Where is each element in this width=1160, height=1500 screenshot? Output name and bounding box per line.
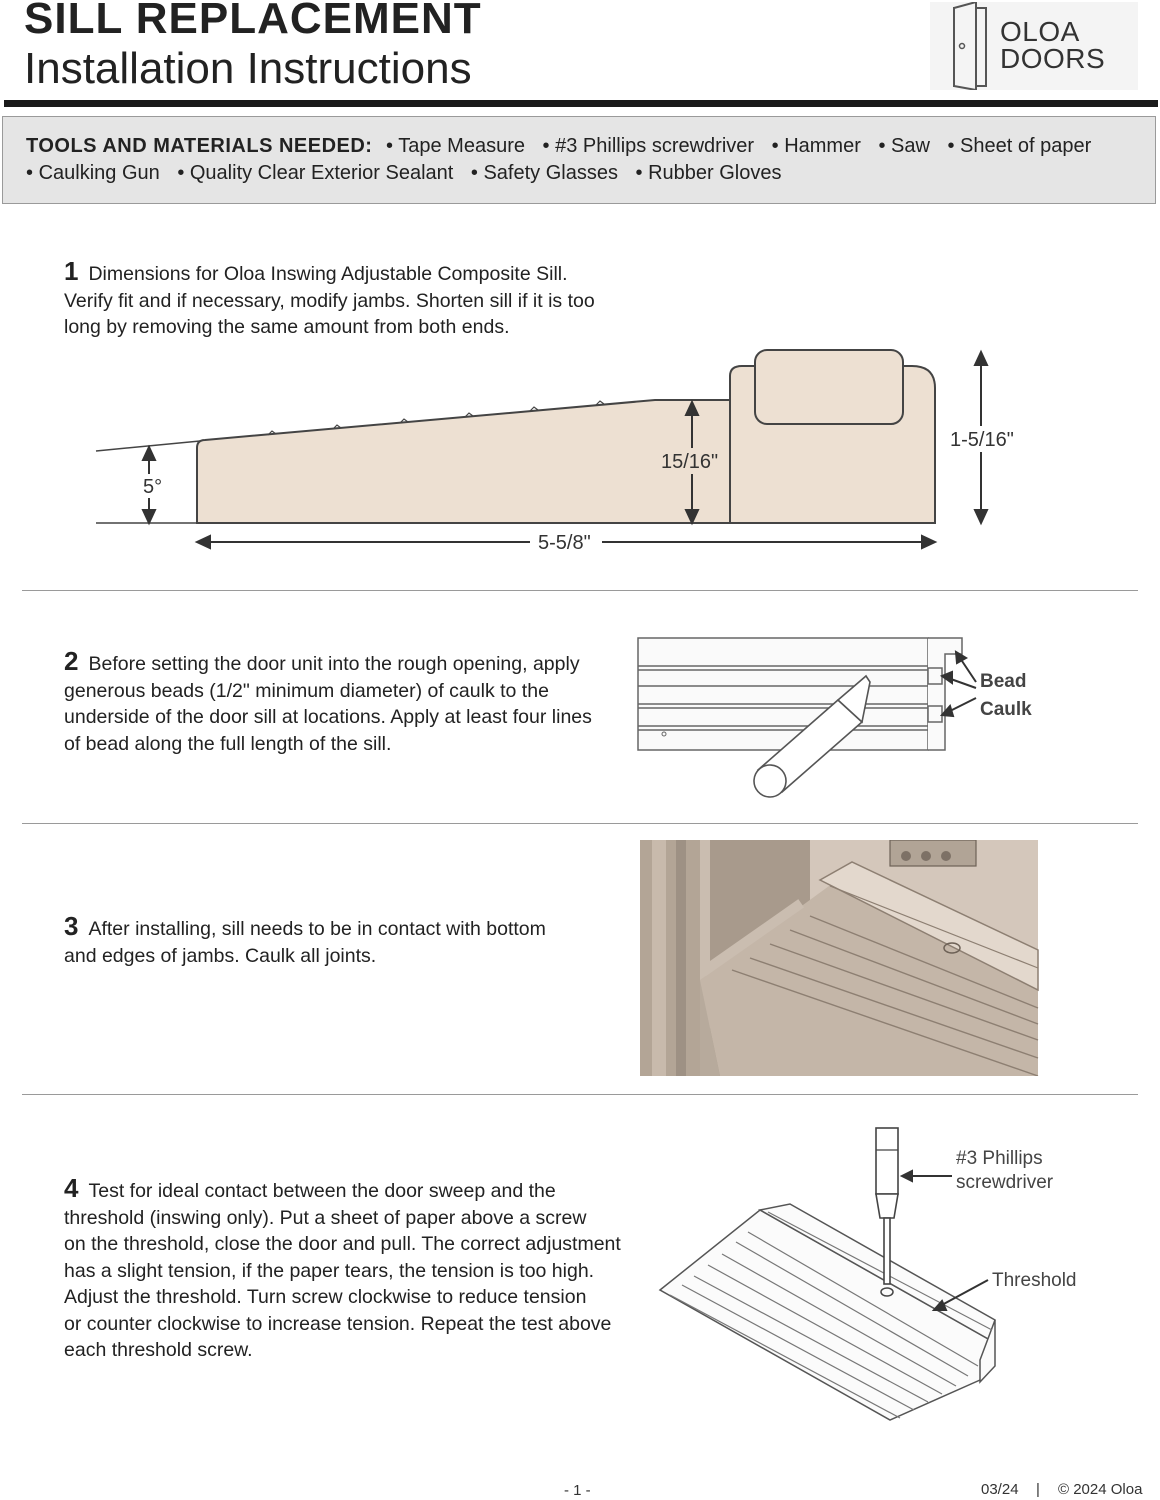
step-line: Verify fit and if necessary, modify jambs. Shorten sill if it is too (64, 289, 595, 312)
caulk-label: Caulk (980, 699, 1032, 720)
threshold-adjustment-diagram (650, 1120, 1090, 1430)
step-line: underside of the door sill at locations. Apply at least four lines (64, 706, 592, 728)
tool-item: • Quality Clear Exterior Sealant (177, 162, 454, 184)
section-divider (22, 823, 1138, 824)
step-line: of bead along the full length of the sill. (64, 732, 392, 755)
logo-text (1000, 18, 1105, 72)
tool-item: • Caulking Gun (26, 162, 160, 184)
screwdriver-label-line2: screwdriver (956, 1172, 1054, 1193)
step-number: 1 (64, 256, 79, 286)
tool-item: • Saw (878, 135, 930, 157)
step-line: Test for ideal contact between the door sweep and the (88, 1180, 556, 1202)
page-title: SILL REPLACEMENT (24, 0, 482, 43)
step-line: Adjust the threshold. Turn screw clockwise to reduce tension (64, 1286, 587, 1308)
tool-item: • Tape Measure (386, 135, 525, 157)
width-label: 5-5/8" (538, 532, 591, 554)
header-rule (4, 100, 1158, 107)
tool-item: • Sheet of paper (947, 135, 1092, 157)
step-3-text (64, 913, 546, 969)
tools-panel (2, 116, 1156, 204)
step-2-text (64, 648, 592, 757)
section-divider (22, 590, 1138, 591)
step-4-text (64, 1175, 621, 1364)
page-number: - 1 - (564, 1482, 591, 1499)
tool-item: • Hammer (771, 135, 861, 157)
tool-item: • Safety Glasses (470, 162, 618, 184)
step-line: long by removing the same amount from both ends. (64, 316, 510, 338)
page-subtitle: Installation Instructions (24, 44, 472, 93)
logo-line2: DOORS (1000, 43, 1106, 74)
step-line: each threshold screw. (64, 1339, 253, 1361)
step-number: 4 (64, 1173, 79, 1203)
screwdriver-label-line1: #3 Phillips (956, 1148, 1043, 1169)
sill-dimension-diagram (0, 340, 1160, 570)
caulk-application-diagram (630, 630, 1050, 800)
step-line: threshold (inswing only). Put a sheet of paper above a screw (64, 1206, 587, 1229)
total-height-label: 1-5/16" (950, 429, 1014, 451)
tools-line-2 (26, 162, 794, 185)
section-divider (22, 1094, 1138, 1095)
tools-heading: TOOLS AND MATERIALS NEEDED: (26, 135, 373, 157)
step-line: After installing, sill needs to be in contact with bottom (88, 918, 546, 940)
step-line: generous beads (1/2" minimum diameter) of caulk to the (64, 679, 549, 702)
tools-line-1 (26, 135, 1103, 158)
angle-label: 5° (143, 476, 163, 498)
step-line: Dimensions for Oloa Inswing Adjustable Composite Sill. (88, 263, 568, 285)
step-line: has a slight tension, if the paper tears, the tension is too high. (64, 1259, 595, 1282)
step-number: 3 (64, 911, 79, 941)
tool-item: • Rubber Gloves (635, 162, 782, 184)
logo-line1: OLOA (1000, 16, 1080, 47)
step-line: Before setting the door unit into the rough opening, apply (88, 653, 580, 675)
step-line: and edges of jambs. Caulk all joints. (64, 944, 377, 967)
front-height-label: 15/16" (661, 451, 719, 473)
step-number: 2 (64, 646, 79, 676)
bead-label: Bead (980, 671, 1027, 692)
footer-copyright: © 2024 Oloa (1058, 1481, 1143, 1498)
installed-sill-illustration (640, 840, 1040, 1076)
threshold-label: Threshold (992, 1270, 1077, 1291)
step-line: or counter clockwise to increase tension. Repeat the test above (64, 1312, 612, 1335)
step-line: on the threshold, close the door and pull. The correct adjustment (64, 1233, 621, 1255)
tool-item: • #3 Phillips screwdriver (542, 135, 755, 157)
step-1-text (64, 258, 595, 341)
footer-date: 03/24 (981, 1481, 1019, 1498)
footer-separator: | (1036, 1481, 1040, 1498)
